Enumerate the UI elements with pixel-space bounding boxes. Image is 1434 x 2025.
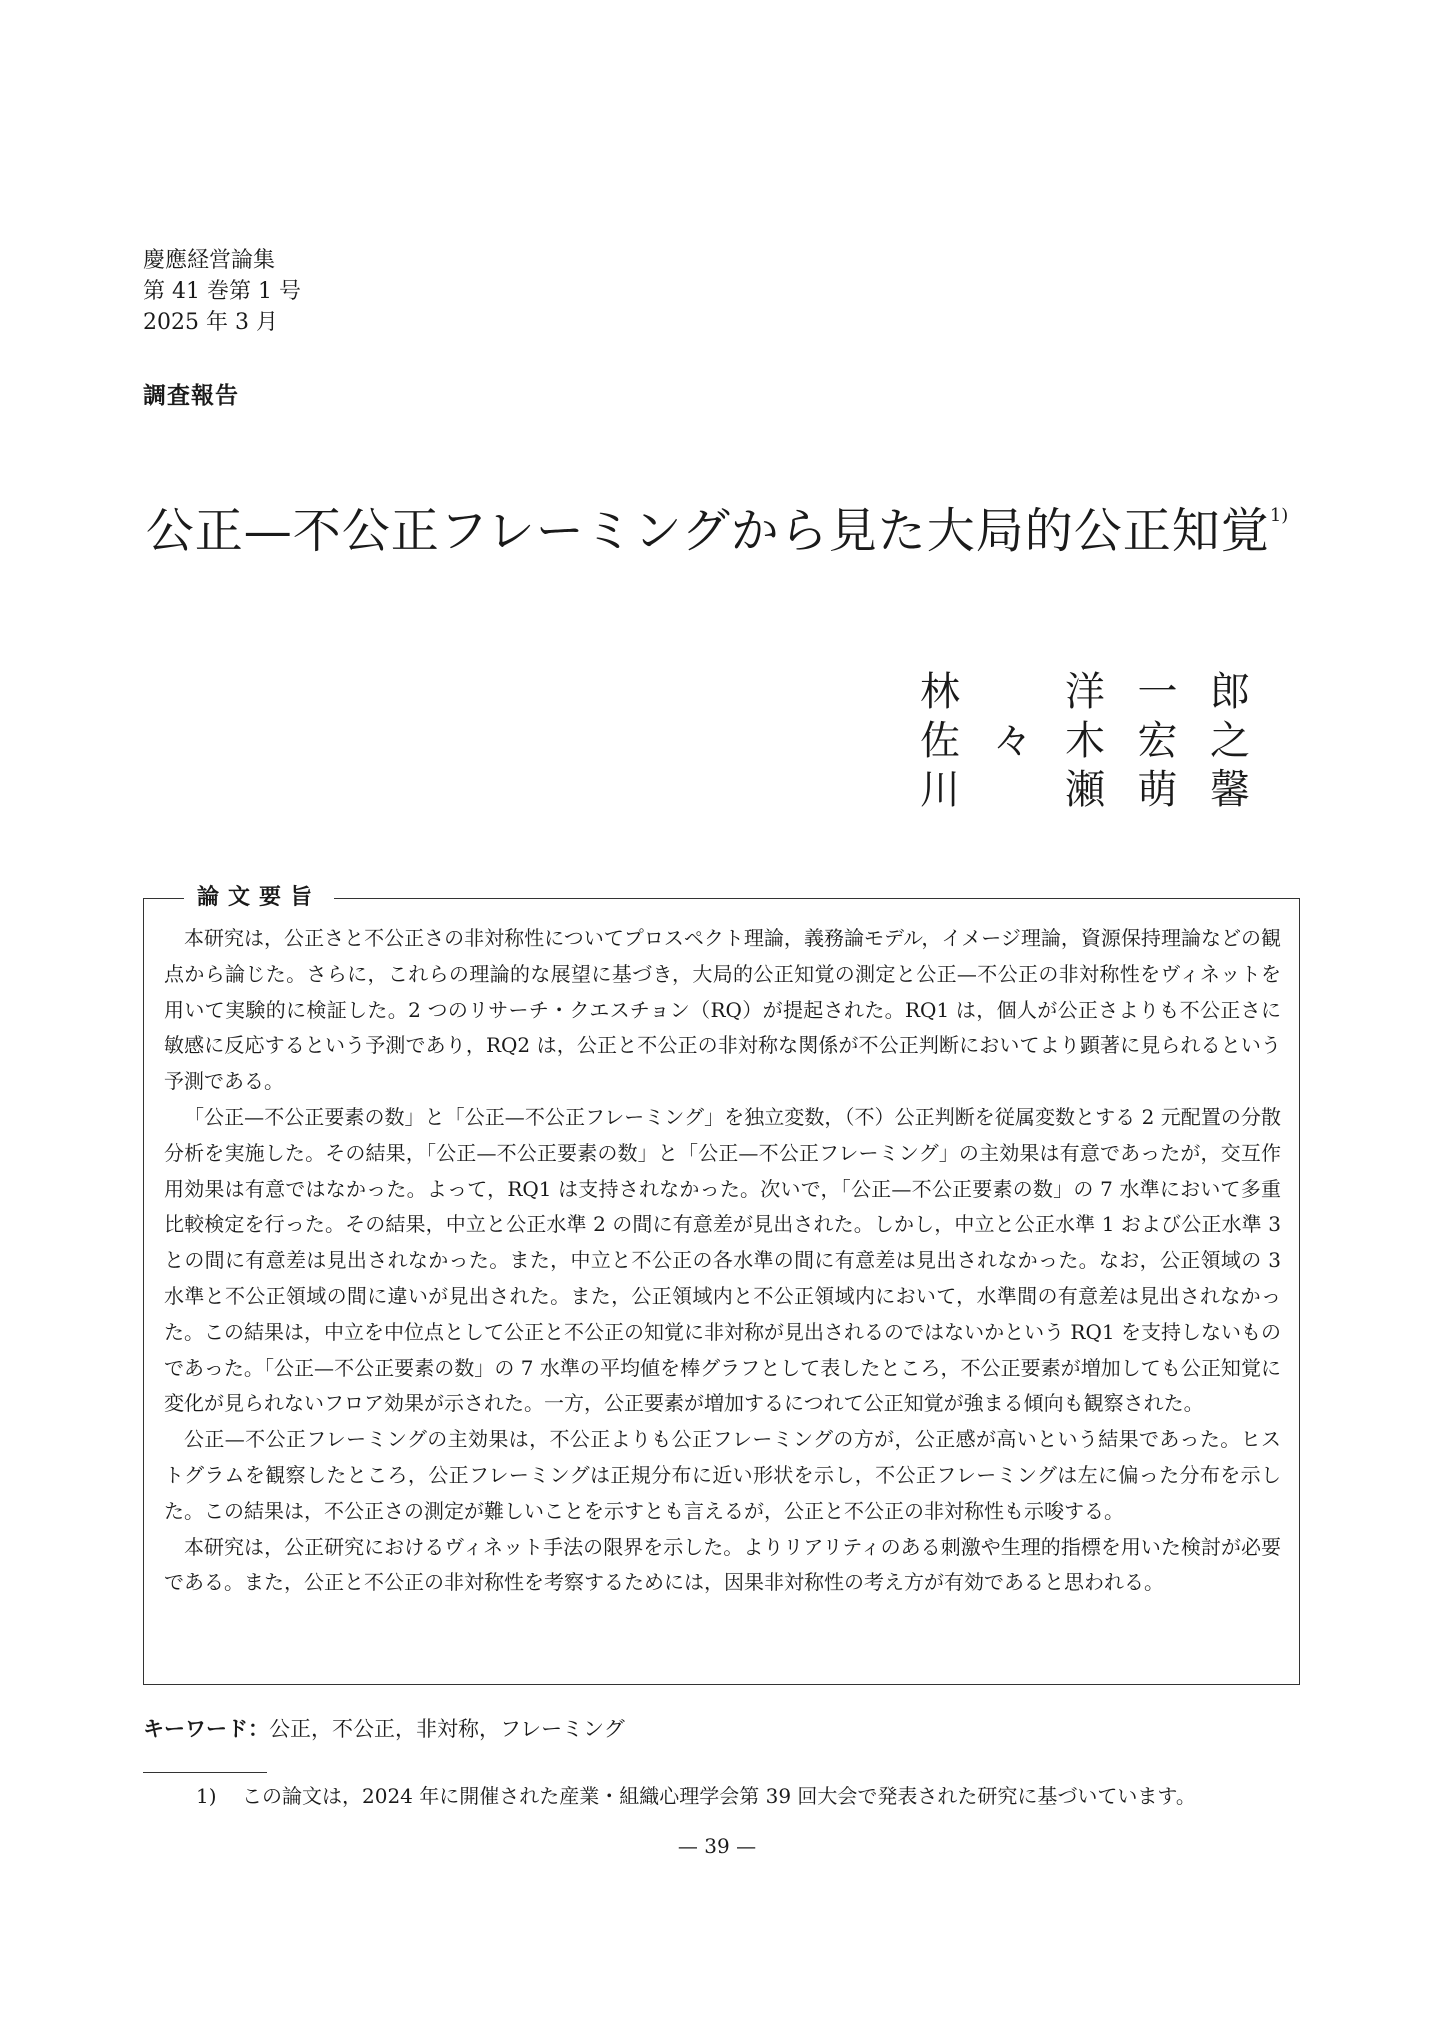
footnote-text: この論文は，2024 年に開催された産業・組織心理学会第 39 回大会で発表された研究に基づいています。 (242, 1784, 1196, 1808)
abstract-box (143, 885, 1300, 1685)
author-char: 佐 (920, 718, 960, 764)
author-char: 之 (1210, 718, 1250, 764)
author-list (920, 668, 1250, 815)
author-char: 一 (1137, 669, 1178, 715)
journal-name: 慶應経営論集 (143, 248, 276, 273)
journal-info (143, 245, 301, 338)
author-1 (920, 668, 1250, 717)
author-char: 萌 (1137, 767, 1178, 813)
title-text: 公正—不公正フレーミングから見た大局的公正知覚 (145, 503, 1270, 559)
author-char: 木 (1065, 718, 1105, 764)
paper-title (0, 492, 1434, 561)
section-label: 調査報告 (143, 383, 239, 409)
author-char: 川 (920, 767, 960, 813)
keywords (143, 1713, 625, 1743)
author-char: 郎 (1210, 669, 1250, 715)
keywords-items: 公正，不公正，非対称，フレーミング (269, 1717, 625, 1741)
author-char: 宏 (1137, 718, 1178, 764)
abstract-paragraph: 公正—不公正フレーミングの主効果は，不公正よりも公正フレーミングの方が，公正感が高いという結果であった。ヒストグラムを観察したところ，公正フレーミングは正規分布に近い形状を示し，不公正フレーミングは左に偏った分布を示した。この結果は，不公正さの測定が難しいことを示すとも言えるが，公正と不公正の非対称性も示唆する。 (164, 1427, 1281, 1523)
author-char: 々 (992, 718, 1033, 764)
abstract-paragraph: 「公正—不公正要素の数」と「公正—不公正フレーミング」を独立変数，（不）公正判断を従属変数とする 2 元配置の分散分析を実施した。その結果，「公正—不公正要素の数」と「公正—不公正フレーミング」の主効果は有意であったが，交互作用効果は有意ではなかった。よって，RQ1 は支持されなかった。次いで，「公正—不公正要素の数」の 7 水準において多重比較検定を行った。その結果，中立と公正水準 2 の間に有意差が見出された。しかし，中立と公正水準 1 および公正水準 3 との間に有意差は見出されなかった。また，中立と不公正の各水準の間に有意差は見出されなかった。なお，公正領域の 3 水準と不公正領域の間に違いが見出された。また，公正領域内と不公正領域内において，水準間の有意差は見出されなかった。この結果は，中立を中位点として公正と不公正の知覚に非対称が見出されるのではないかという RQ1 を支持しないものであった。「公正—不公正要素の数」の 7 水準の平均値を棒グラフとして表したところ，不公正要素が増加しても公正知覚に変化が見られないフロア効果が示された。一方，公正要素が増加するにつれて公正知覚が強まる傾向も観察された。 (164, 1104, 1281, 1416)
footnote-mark: 1) (196, 1784, 217, 1808)
footnote-divider (143, 1772, 267, 1773)
footnote (196, 1780, 1196, 1809)
abstract-paragraph: 本研究は，公正研究におけるヴィネット手法の限界を示した。よりリアリティのある刺激や生理的指標を用いた検討が必要である。また，公正と不公正の非対称性を考察するためには，因果非対称性の考え方が有効であると思われる。 (164, 1534, 1281, 1595)
author-char: 馨 (1210, 767, 1250, 813)
abstract-heading: 論文要旨 (184, 883, 334, 913)
keywords-label: キーワード： (143, 1717, 269, 1741)
author-char: 林 (920, 669, 960, 715)
author-char: 瀬 (1065, 767, 1105, 813)
abstract-body (144, 921, 1301, 1601)
page-number: — 39 — (677, 1834, 757, 1858)
journal-volume: 第 41 巻第 1 号 (143, 279, 301, 304)
author-char: 洋 (1065, 669, 1105, 715)
journal-date: 2025 年 3 月 (143, 310, 278, 335)
author-3 (920, 766, 1250, 815)
abstract-paragraph: 本研究は，公正さと不公正さの非対称性についてプロスペクト理論，義務論モデル，イメージ理論，資源保持理論などの観点から論じた。さらに，これらの理論的な展望に基づき，大局的公正知覚の測定と公正—不公正の非対称性をヴィネットを用いて実験的に検証した。2 つのリサーチ・クエスチョン（RQ）が提起された。RQ1 は，個人が公正さよりも不公正さに敏感に反応するという予測であり，RQ2 は，公正と不公正の非対称な関係が不公正判断においてより顕著に見られるという予測である。 (164, 926, 1281, 1094)
title-footnote-mark: 1) (1269, 505, 1289, 526)
author-2 (920, 717, 1250, 766)
